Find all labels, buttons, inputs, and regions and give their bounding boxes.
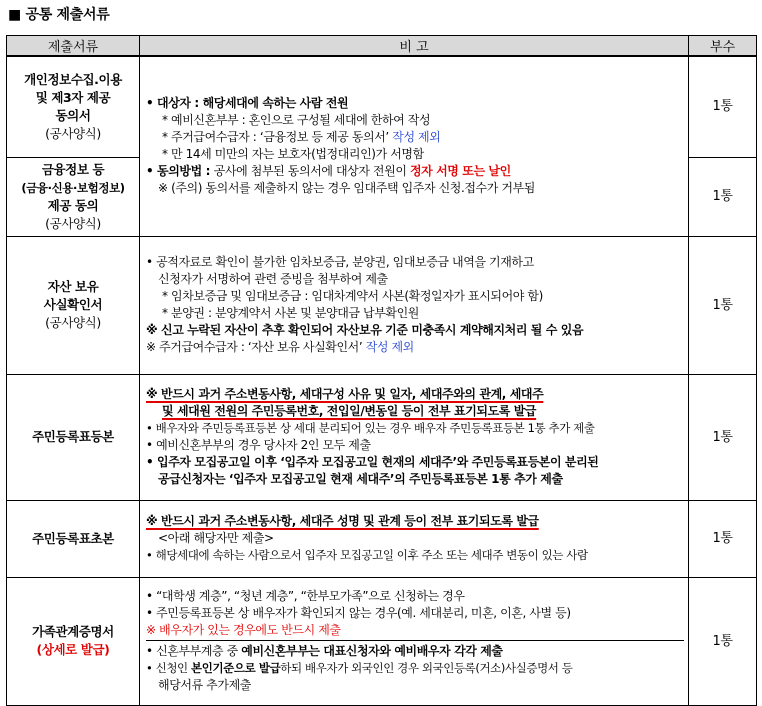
note-line: * 주거급여수급자 : ‘금융정보 등 제공 동의서’ 작성 제외 [162,130,441,145]
header-doc: 제출서류 [7,36,140,57]
note-line: 신청자가 서명하여 관련 증빙을 첨부하여 제출 [158,272,388,286]
table-row [7,577,757,705]
doc-name-line: 주민등록표등본 [32,429,114,444]
note-line: • 배우자와 주민등록표등본 상 세대 분리되어 있는 경우 배우자 주민등록표등본 1통 추가 제출 [146,421,595,435]
note-line: ※ (주의) 동의서를 제출하지 않는 경우 임대주택 입주자 신청.접수가 거부됨 [158,181,535,196]
doc-name-line: (금융·신용·보험정보) [21,180,125,195]
note-line: * 분양권 : 분양계약서 사본 및 분양대금 납부확인원 [162,306,419,320]
note-line: • 입주자 모집공고일 이후 ‘입주자 모집공고일 현재의 세대주’와 주민등록표등본이 분리된 [146,455,599,469]
note-line: ※ 반드시 과거 주소변동사항, 세대구성 사유 및 일자, 세대주와의 관계, 세대주 [146,387,544,401]
doc-name-cell [7,56,140,157]
note-line: • 동의방법 : 공사에 첨부된 동의서에 대상자 전원이 정자 서명 또는 날인 [146,164,511,179]
note-line: • 대상자 : 해당세대에 속하는 사람 전원 [146,96,349,111]
count-cell: 1통 [689,500,757,577]
doc-name-cell [7,374,140,500]
note-cell-resident-copy [140,374,689,500]
doc-name-line: 사실확인서 [43,297,103,312]
doc-name-line: 개인정보수집.이용 [24,71,122,87]
doc-name-line: 제공 동의 [47,197,99,213]
note-line: 해당서류 추가제출 [158,678,251,692]
table-row [7,236,757,374]
table-row [7,56,757,157]
table-header-row [7,36,757,57]
doc-form-type: (공사양식) [45,215,101,231]
note-cell-consent [140,56,689,236]
doc-name-line: 동의서 [55,107,91,123]
count-cell: 1통 [689,56,757,157]
table-row [7,500,757,577]
doc-name-cell [7,236,140,374]
doc-detail-note: (상세로 발급) [36,642,110,657]
doc-name-cell [7,577,140,705]
note-line: 공급신청자는 ‘입주자 모집공고일 현재 세대주’의 주민등록표등본 1통 추가 제출 [158,472,563,486]
count-cell: 1통 [689,374,757,500]
count-cell: 1통 [689,157,757,236]
doc-name-line: 주민등록표초본 [32,530,114,546]
note-line: ※ 반드시 과거 주소변동사항, 세대주 성명 및 관계 등이 전부 표기되도록 발급 [146,514,539,528]
note-line: * 임차보증금 및 임대보증금 : 임대차계약서 사본(확정일자가 표시되어야 함) [162,289,543,303]
documents-table [6,35,757,706]
note-line: • 신청인 본인기준으로 발급하되 배우자가 외국인인 경우 외국인등록(거소)사실증명서 등 [146,661,573,675]
note-cell-asset [140,236,689,374]
doc-name-line: 금융정보 등 [41,161,105,177]
note-line: • 해당세대에 속하는 사람으로서 입주자 모집공고일 이후 주소 또는 세대주 변동이 있는 사람 [146,548,588,562]
doc-name-cell [7,157,140,236]
note-line: ※ 배우자가 있는 경우에도 반드시 제출 [146,622,684,641]
page-title: ■ 공통 제출서류 [8,7,110,23]
note-line: • 주민등록표등본 상 배우자가 확인되지 않는 경우(예. 세대분리, 미혼, 이혼, 사별 등) [146,606,571,620]
count-cell: 1통 [689,577,757,705]
doc-name-line: 및 제3자 제공 [35,89,111,105]
note-line: * 예비신혼부부 : 혼인으로 구성될 세대에 한하여 작성 [162,113,431,128]
doc-name-line: 가족관계증명서 [32,624,114,639]
note-line: <아래 해당자만 제출> [158,531,274,545]
note-cell-family [140,577,689,705]
header-note: 비 고 [140,36,689,57]
doc-form-type: (공사양식) [45,125,101,141]
note-line: • “대학생 계층”, “청년 계층”, “한부모가족”으로 신청하는 경우 [146,589,465,603]
note-line: 및 세대원 전원의 주민등록번호, 전입일/변동일 등이 전부 표기되도록 발급 [162,404,537,418]
note-line: ※ 주거급여수급자 : ‘자산 보유 사실확인서’ 작성 제외 [146,340,414,354]
note-line: ※ 신고 누락된 자산이 추후 확인되어 자산보유 기준 미충족시 계약해지처리 될 수 있음 [146,323,584,337]
note-line: • 신혼부부계층 중 예비신혼부부는 대표신청자와 예비배우자 각각 제출 [146,644,503,658]
doc-form-type: (공사양식) [45,315,101,330]
doc-name-cell [7,500,140,577]
note-line: • 공적자료로 확인이 불가한 임차보증금, 분양권, 임대보증금 내역을 기재하고 [146,255,534,269]
note-line: • 예비신혼부부의 경우 당사자 2인 모두 제출 [146,438,371,452]
table-row [7,374,757,500]
header-count: 부수 [689,36,757,57]
doc-name-line: 자산 보유 [47,279,99,294]
note-cell-resident-abstract [140,500,689,577]
count-cell: 1통 [689,236,757,374]
note-line: * 만 14세 미만의 자는 보호자(법정대리인)가 서명함 [162,147,424,162]
